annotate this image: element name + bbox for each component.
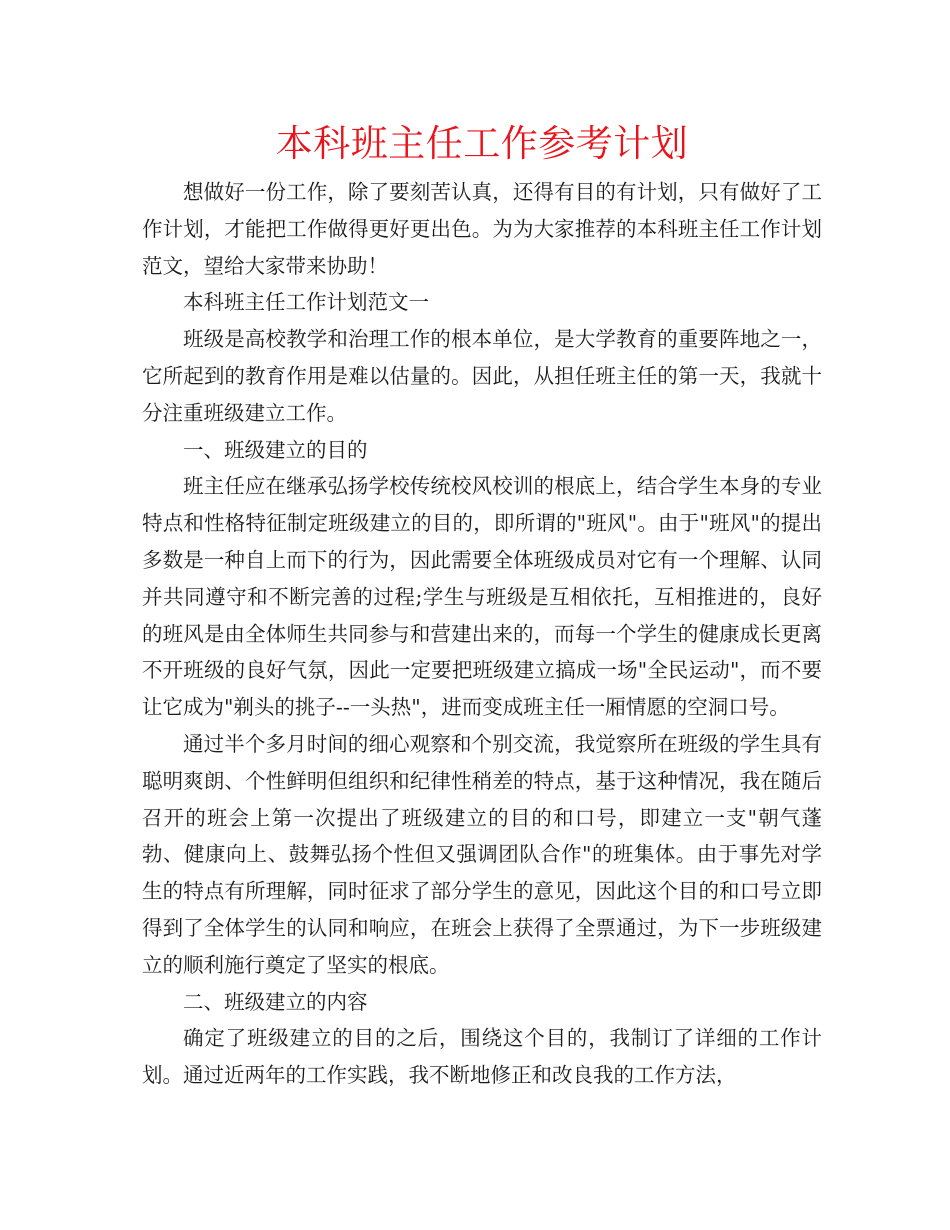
section-heading-content: 二、班级建立的内容	[183, 989, 368, 1014]
body-paragraph: 班主任应在继承弘扬学校传统校风校训的根底上，结合学生本身的专业特点和性格特征制定班级建立的目的，即所谓的"班风"。由于"班风"的提出多数是一种自上而下的行为，因此需要全体班级成员对它有一个理解、认同并共同遵守和不断完善的过程;学生与班级是互相依托，互相推进的，良好的班风是由全体师生共同参与和营建出来的，而每一个学生的健康成长更离不开班级的良好气氛，因此一定要把班级建立搞成一场"全民运动"，而不要让它成为"剃头的挑子--一头热"，进而变成班主任一厢情愿的空洞口号。	[142, 474, 822, 720]
body-paragraph: 班级是高校教学和治理工作的根本单位，是大学教育的重要阵地之一，它所起到的教育作用是难以估量的。因此，从担任班主任的第一天，我就十分注重班级建立工作。	[142, 327, 822, 425]
section-heading-sample-one: 本科班主任工作计划范文一	[183, 290, 429, 315]
body-paragraph: 通过半个多月时间的细心观察和个别交流，我觉察所在班级的学生具有聪明爽朗、个性鲜明但组织和纪律性稍差的特点，基于这种情况，我在随后召开的班会上第一次提出了班级建立的目的和口号，即建立一支"朝气蓬勃、健康向上、鼓舞弘扬个性但又强调团队合作"的班集体。由于事先对学生的特点有所理解，同时征求了部分学生的意见，因此这个目的和口号立即得到了全体学生的认同和响应，在班会上获得了全票通过，为下一步班级建立的顺利施行奠定了坚实的根底。	[142, 731, 822, 977]
section-heading-goals: 一、班级建立的目的	[183, 437, 368, 462]
document-title: 本科班主任工作参考计划	[275, 122, 689, 165]
body-paragraph: 确定了班级建立的目的之后，围绕这个目的，我制订了详细的工作计划。通过近两年的工作实践，我不断地修正和改良我的工作方法，	[142, 1026, 822, 1088]
intro-paragraph: 想做好一份工作，除了要刻苦认真，还得有目的有计划，只有做好了工作计划，才能把工作做得更好更出色。为为大家推荐的本科班主任工作计划范文，望给大家带来协助！	[142, 180, 822, 278]
